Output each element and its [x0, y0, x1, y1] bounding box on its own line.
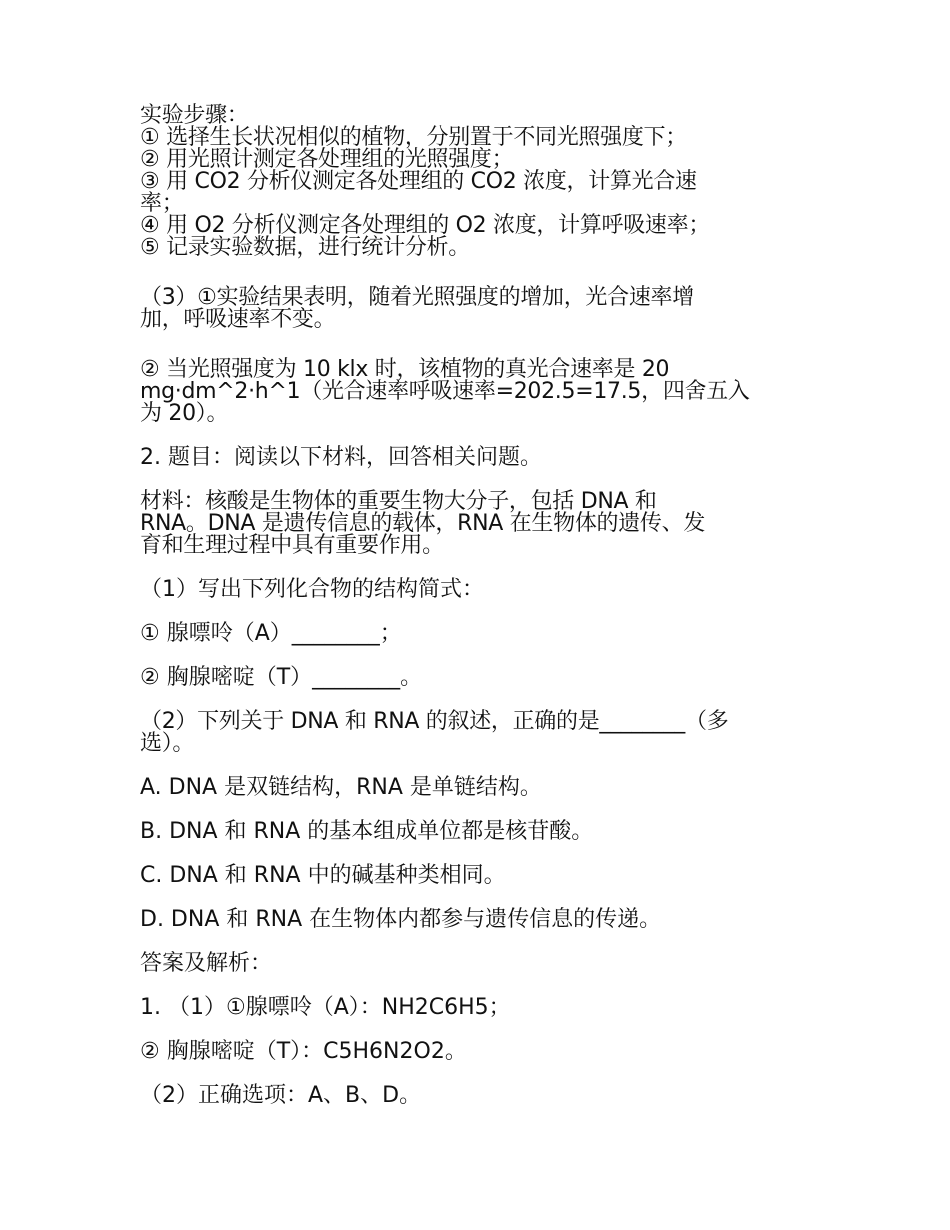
- question-2-part-1: （1）写出下列化合物的结构简式：: [140, 577, 484, 602]
- answer-3: （2）正确选项：A、B、D。: [140, 1083, 422, 1108]
- step-5: ⑤ 记录实验数据，进行统计分析。: [140, 235, 470, 260]
- step-3-cont: 率；: [140, 191, 184, 216]
- rate-line-3: 为 20）。: [140, 401, 229, 426]
- material-line-1: 材料：核酸是生物体的重要生物大分子，包括 DNA 和: [140, 489, 657, 514]
- result-line-1: （3）①实验结果表明，随着光照强度的增加，光合速率增: [140, 285, 694, 310]
- option-b: B. DNA 和 RNA 的基本组成单位都是核苷酸。: [140, 819, 594, 844]
- step-2: ② 用光照计测定各处理组的光照强度；: [140, 147, 514, 172]
- answer-2: ② 胸腺嘧啶（T）：C5H6N2O2。: [140, 1039, 467, 1064]
- material-line-3: 育和生理过程中具有重要作用。: [140, 533, 444, 558]
- option-c: C. DNA 和 RNA 中的碱基种类相同。: [140, 863, 506, 888]
- step-3: ③ 用 CO2 分析仪测定各处理组的 CO2 浓度，计算光合速: [140, 169, 697, 194]
- material-paragraph: [140, 491, 820, 557]
- step-1: ① 选择生长状况相似的植物，分别置于不同光照强度下；: [140, 125, 687, 150]
- steps-heading: 实验步骤：: [140, 103, 249, 128]
- material-line-2: RNA。DNA 是遗传信息的载体，RNA 在生物体的遗传、发: [140, 511, 706, 536]
- question-2-part-1-a: ① 腺嘌呤（A）________；: [140, 621, 402, 646]
- experiment-steps: [140, 105, 820, 259]
- part-2-line-1: （2）下列关于 DNA 和 RNA 的叙述，正确的是________（多: [140, 709, 729, 734]
- result-line-2: 加，呼吸速率不变。: [140, 307, 336, 332]
- step-4: ④ 用 O2 分析仪测定各处理组的 O2 浓度，计算呼吸速率；: [140, 213, 711, 238]
- option-a: A. DNA 是双链结构，RNA 是单链结构。: [140, 775, 542, 800]
- part-2-line-2: 选）。: [140, 731, 195, 756]
- rate-line-2: mg·dm^2·h^1（光合速率呼吸速率=202.5=17.5，四舍五入: [140, 379, 750, 404]
- rate-paragraph: [140, 359, 820, 425]
- answer-title: 答案及解析：: [140, 951, 273, 976]
- question-2-title: 2. 题目：阅读以下材料，回答相关问题。: [140, 445, 542, 470]
- result-paragraph: [140, 287, 820, 331]
- question-2-part-1-b: ② 胸腺嘧啶（T）________。: [140, 665, 423, 690]
- rate-line-1: ② 当光照强度为 10 klx 时，该植物的真光合速率是 20: [140, 357, 670, 382]
- document-content: [140, 105, 820, 1107]
- option-d: D. DNA 和 RNA 在生物体内都参与遗传信息的传递。: [140, 907, 662, 932]
- answer-1: 1. （1）①腺嘌呤（A）：NH2C6H5；: [140, 995, 511, 1020]
- question-2-part-2: [140, 711, 820, 755]
